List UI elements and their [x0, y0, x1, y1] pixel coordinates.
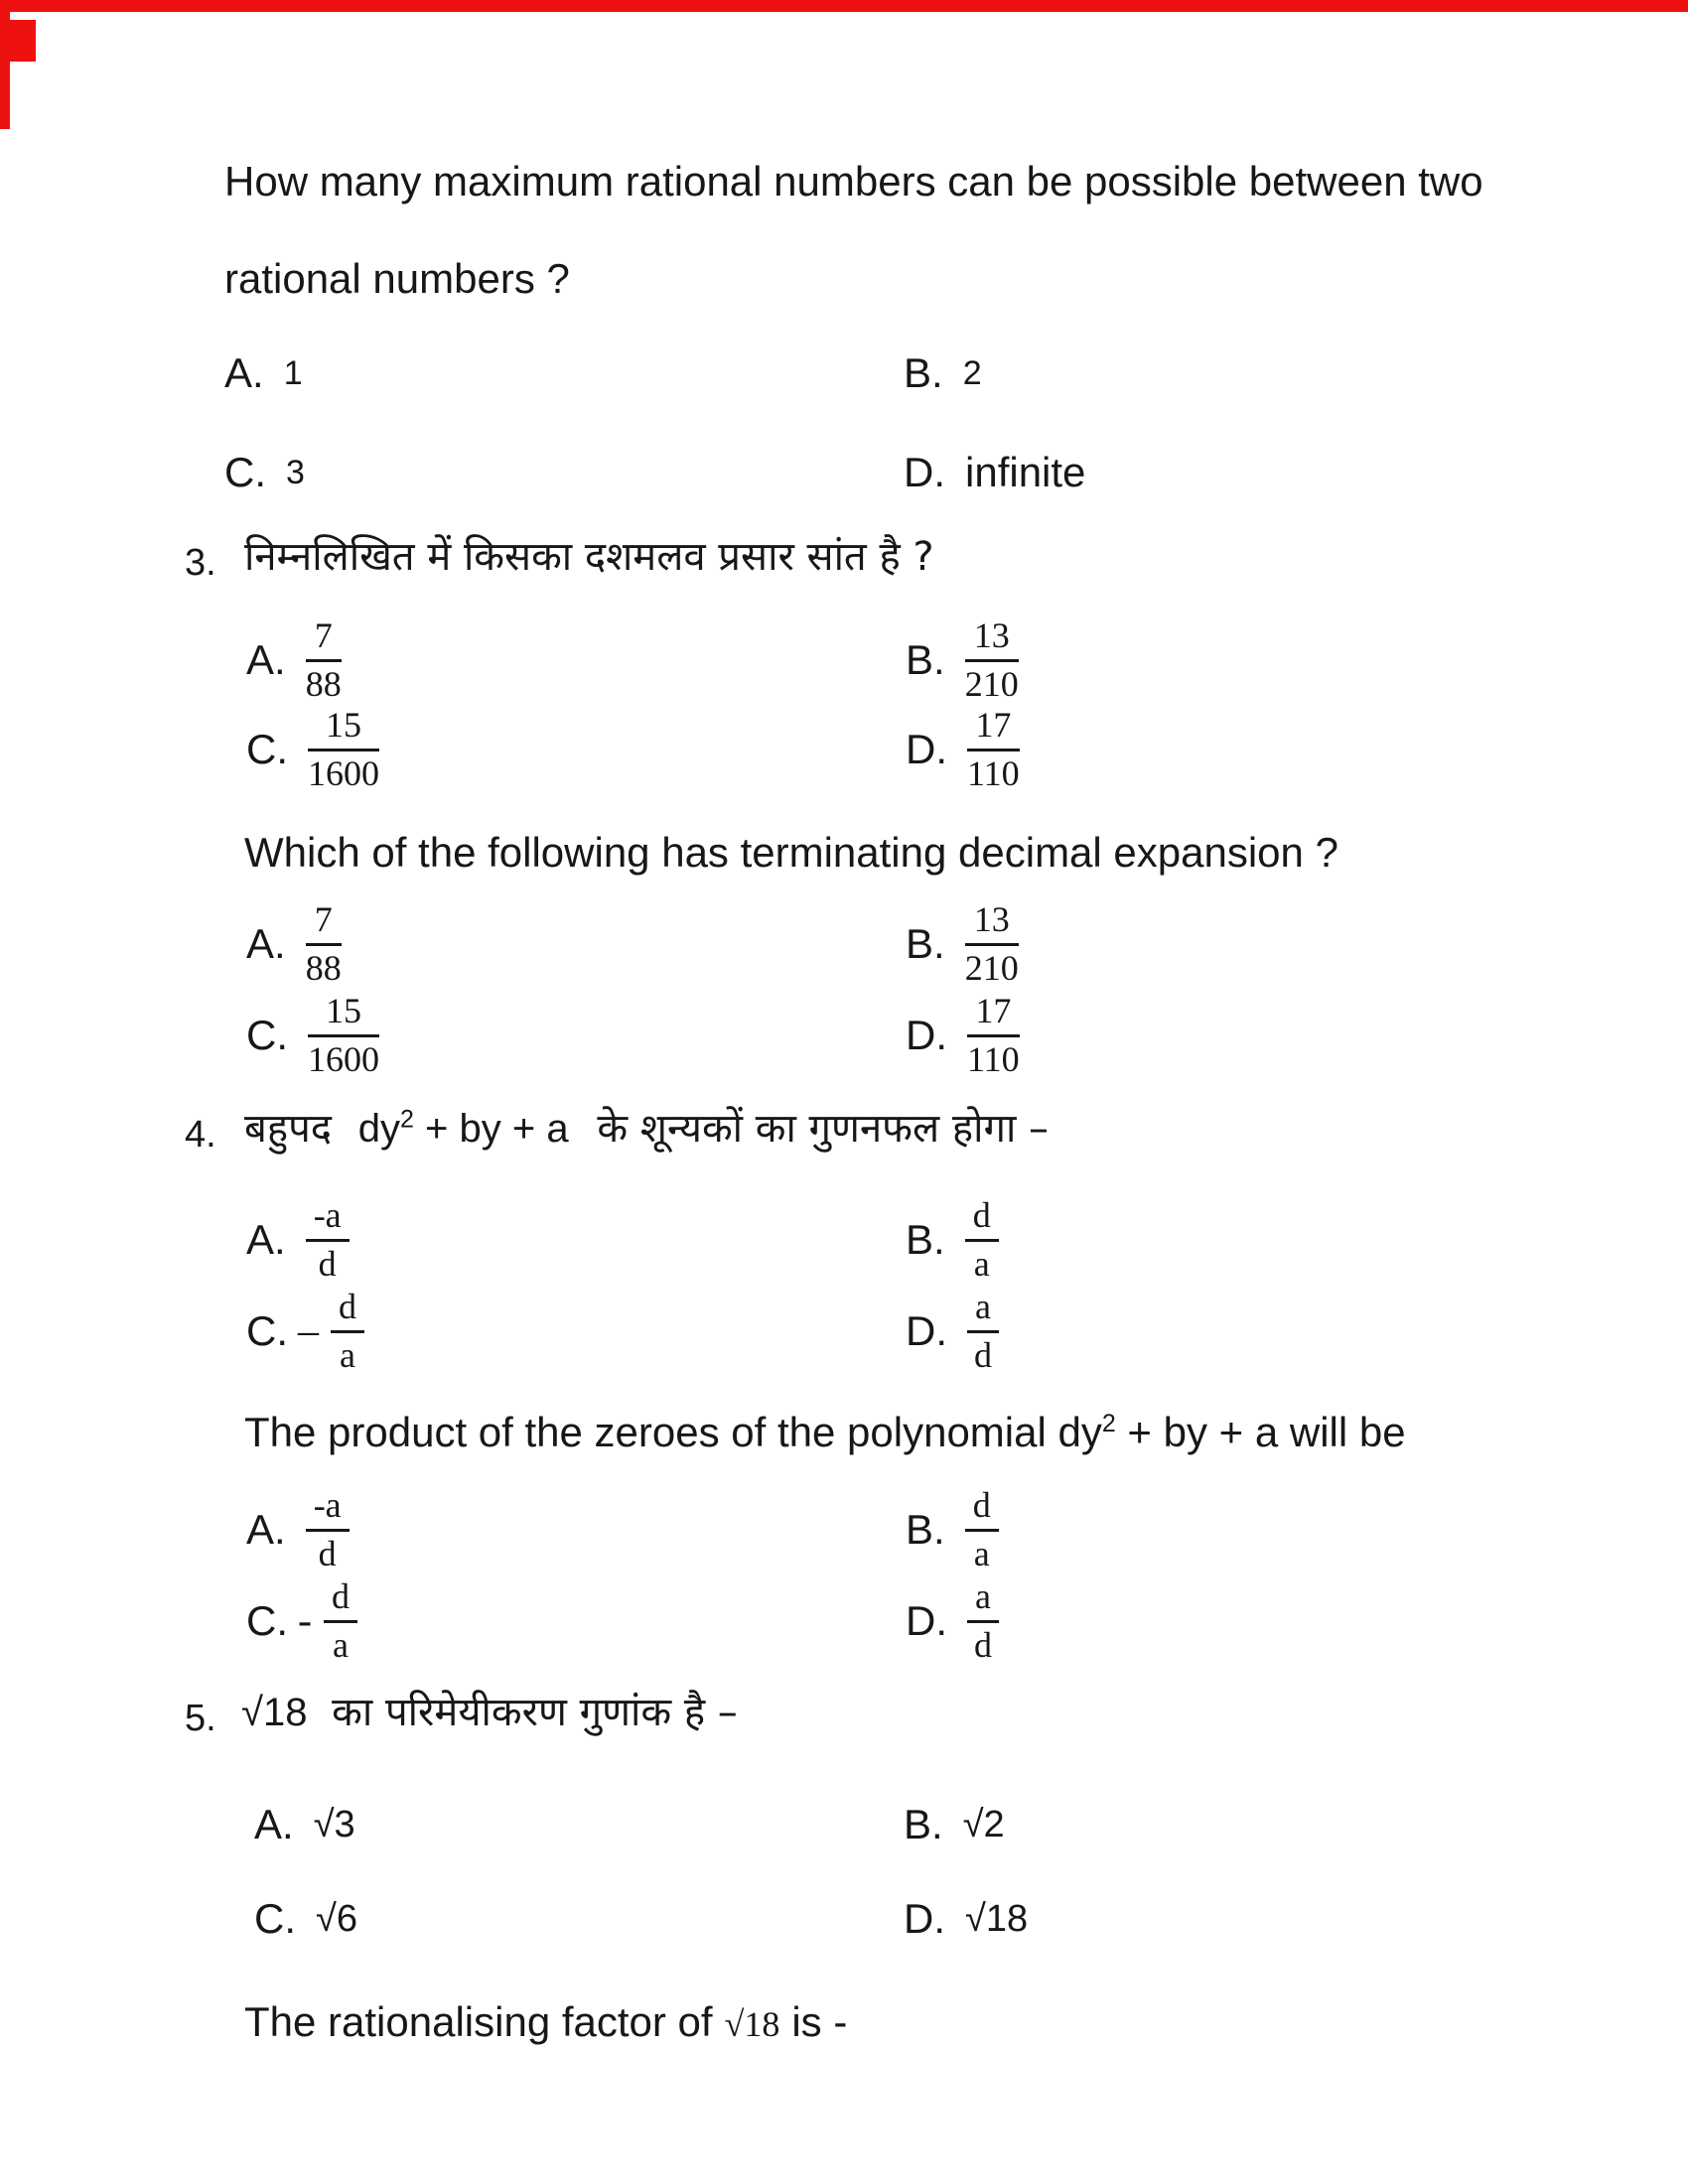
question3-english-option-d [906, 993, 1020, 1079]
option-fraction [306, 617, 342, 704]
fraction-denominator: 110 [967, 1038, 1020, 1079]
question4-english-option-c [246, 1578, 357, 1665]
minus-sign: - [298, 1598, 312, 1645]
question4-hindi-post: के शून्यकों का गुणनफल होगा – [597, 1106, 1050, 1152]
option-fraction [308, 993, 379, 1079]
fraction-numerator: a [967, 1578, 999, 1623]
question5-number: 5. [185, 1698, 216, 1739]
formula-superscript: 2 [400, 1105, 414, 1134]
option-fraction [967, 1578, 999, 1665]
fraction-numerator: a [967, 1289, 999, 1333]
option-fraction [965, 1197, 999, 1284]
question4-text-english [244, 1410, 1406, 1455]
fraction-denominator: 1600 [308, 752, 379, 793]
fraction-denominator: d [973, 1334, 992, 1375]
option-fraction [308, 707, 379, 793]
question4-hindi-option-a [246, 1197, 350, 1284]
formula-base: dy [357, 1107, 401, 1151]
option-fraction [967, 993, 1020, 1079]
fraction-denominator: a [973, 1533, 990, 1573]
option-fraction [967, 707, 1020, 793]
fraction-numerator: d [324, 1578, 357, 1623]
question4-english-option-a [246, 1487, 350, 1573]
question5-text-english [244, 1999, 847, 2045]
option-letter: C. [254, 1895, 296, 1942]
fraction-denominator: 88 [305, 947, 342, 988]
question5-option-b [904, 1801, 1005, 1848]
option-fraction [331, 1289, 364, 1375]
option-fraction [967, 1289, 999, 1375]
option-letter: C. [246, 726, 288, 773]
option-letter: D. [906, 1012, 947, 1059]
question4-number: 4. [185, 1114, 216, 1156]
fraction-denominator: d [973, 1624, 992, 1665]
option-letter: D. [904, 449, 945, 495]
question4-hindi-option-c [246, 1289, 364, 1375]
english-superscript: 2 [1101, 1410, 1116, 1437]
question3-number: 3. [185, 542, 216, 584]
fraction-numerator: -a [306, 1487, 350, 1532]
option-letter: B. [906, 1216, 945, 1264]
option-letter: C. [224, 449, 266, 495]
question5-text-hindi [241, 1690, 738, 1735]
option-value: 3 [286, 453, 305, 491]
option-letter: A. [224, 349, 264, 396]
question3-english-option-c [246, 993, 379, 1079]
scan-artifact-top-bar [0, 0, 1688, 12]
option-letter: A. [246, 1506, 286, 1554]
fraction-numerator: 7 [306, 901, 342, 946]
question2-option-a [224, 349, 303, 397]
question4-hindi-pre: बहुपद [244, 1106, 333, 1152]
question4-english-option-d [906, 1578, 999, 1665]
fraction-denominator: a [340, 1334, 355, 1375]
question3-hindi-option-b [906, 617, 1019, 704]
option-letter: C. [246, 1597, 288, 1645]
option-fraction [306, 1487, 350, 1573]
question3-hindi-option-c [246, 707, 379, 793]
fraction-denominator: 1600 [308, 1038, 379, 1079]
fraction-numerator: d [965, 1197, 999, 1242]
fraction-numerator: 15 [308, 993, 379, 1037]
formula-rest: + by + a [413, 1107, 569, 1151]
fraction-numerator: 15 [308, 707, 379, 751]
minus-sign: – [298, 1308, 319, 1355]
fraction-denominator: 88 [305, 663, 342, 704]
option-letter: A. [246, 920, 286, 968]
option-fraction [965, 901, 1019, 988]
option-letter: D. [904, 1895, 945, 1942]
fraction-denominator: d [318, 1533, 337, 1573]
fraction-denominator: 210 [964, 663, 1019, 704]
option-value: 2 [962, 353, 982, 392]
option-letter: B. [904, 349, 943, 396]
question5-option-d [904, 1895, 1028, 1943]
option-letter: B. [906, 1506, 945, 1554]
question5-english-post: is - [791, 1998, 848, 2045]
question2-text-line2: rational numbers ? [224, 255, 570, 302]
fraction-numerator: d [331, 1289, 364, 1333]
option-letter: A. [246, 636, 286, 684]
option-value: 1 [283, 353, 303, 392]
fraction-numerator: 7 [306, 617, 342, 662]
fraction-numerator: d [965, 1487, 999, 1532]
fraction-numerator: -a [306, 1197, 350, 1242]
option-letter: A. [246, 1216, 286, 1264]
question4-english-option-b [906, 1487, 999, 1573]
question3-english-option-b [906, 901, 1019, 988]
fraction-denominator: 110 [967, 752, 1020, 793]
question3-english-option-a [246, 901, 342, 988]
fraction-numerator: 13 [965, 617, 1019, 662]
option-letter: B. [904, 1801, 943, 1847]
option-letter: A. [254, 1801, 294, 1847]
fraction-denominator: d [318, 1243, 337, 1284]
radical-18-small: √18 [724, 2004, 780, 2044]
question4-english-pre: The product of the zeroes of the polynomial dy [244, 1409, 1102, 1455]
option-fraction [324, 1578, 357, 1665]
option-fraction [306, 901, 342, 988]
question4-text-hindi [244, 1106, 1049, 1152]
option-value: √6 [316, 1897, 357, 1940]
option-value: √18 [965, 1897, 1029, 1940]
question3-hindi-option-a [246, 617, 342, 704]
polynomial-formula [358, 1107, 569, 1151]
question5-option-c [254, 1895, 357, 1943]
question5-option-a [254, 1801, 355, 1848]
question4-english-post: + by + a will be [1115, 1409, 1406, 1455]
question2-text-line1: How many maximum rational numbers can be possible between two [224, 158, 1483, 205]
option-letter: B. [906, 920, 945, 968]
fraction-numerator: 13 [965, 901, 1019, 946]
fraction-numerator: 17 [967, 993, 1020, 1037]
question2-option-c [224, 449, 305, 496]
option-letter: D. [906, 726, 947, 773]
question4-hindi-option-d [906, 1289, 999, 1375]
question2-option-b [904, 349, 982, 397]
question3-text-hindi: निम्नलिखित में किसका दशमलव प्रसार सांत है ? [244, 534, 934, 580]
option-value: √2 [962, 1803, 1005, 1845]
question3-hindi-option-d [906, 707, 1020, 793]
option-value: infinite [965, 449, 1086, 495]
radical-18: √18 [241, 1691, 308, 1734]
option-letter: B. [906, 636, 945, 684]
question4-hindi-option-b [906, 1197, 999, 1284]
option-letter: D. [906, 1307, 947, 1355]
fraction-denominator: 210 [964, 947, 1019, 988]
option-fraction [306, 1197, 350, 1284]
question2-option-d [904, 449, 1085, 496]
question3-text-english: Which of the following has terminating decimal expansion ? [244, 829, 1338, 876]
option-value: √3 [313, 1803, 355, 1845]
fraction-numerator: 17 [967, 707, 1020, 751]
option-letter: D. [906, 1597, 947, 1645]
question5-hindi-post: का परिमेयीकरण गुणांक है – [332, 1690, 738, 1735]
option-fraction [965, 617, 1019, 704]
option-fraction [965, 1487, 999, 1573]
question5-english-pre: The rationalising factor of [244, 1998, 713, 2045]
option-letter: C. [246, 1012, 288, 1059]
fraction-denominator: a [973, 1243, 990, 1284]
fraction-denominator: a [333, 1624, 349, 1665]
option-letter: C. [246, 1307, 288, 1355]
scan-artifact-corner-blob [6, 20, 36, 62]
